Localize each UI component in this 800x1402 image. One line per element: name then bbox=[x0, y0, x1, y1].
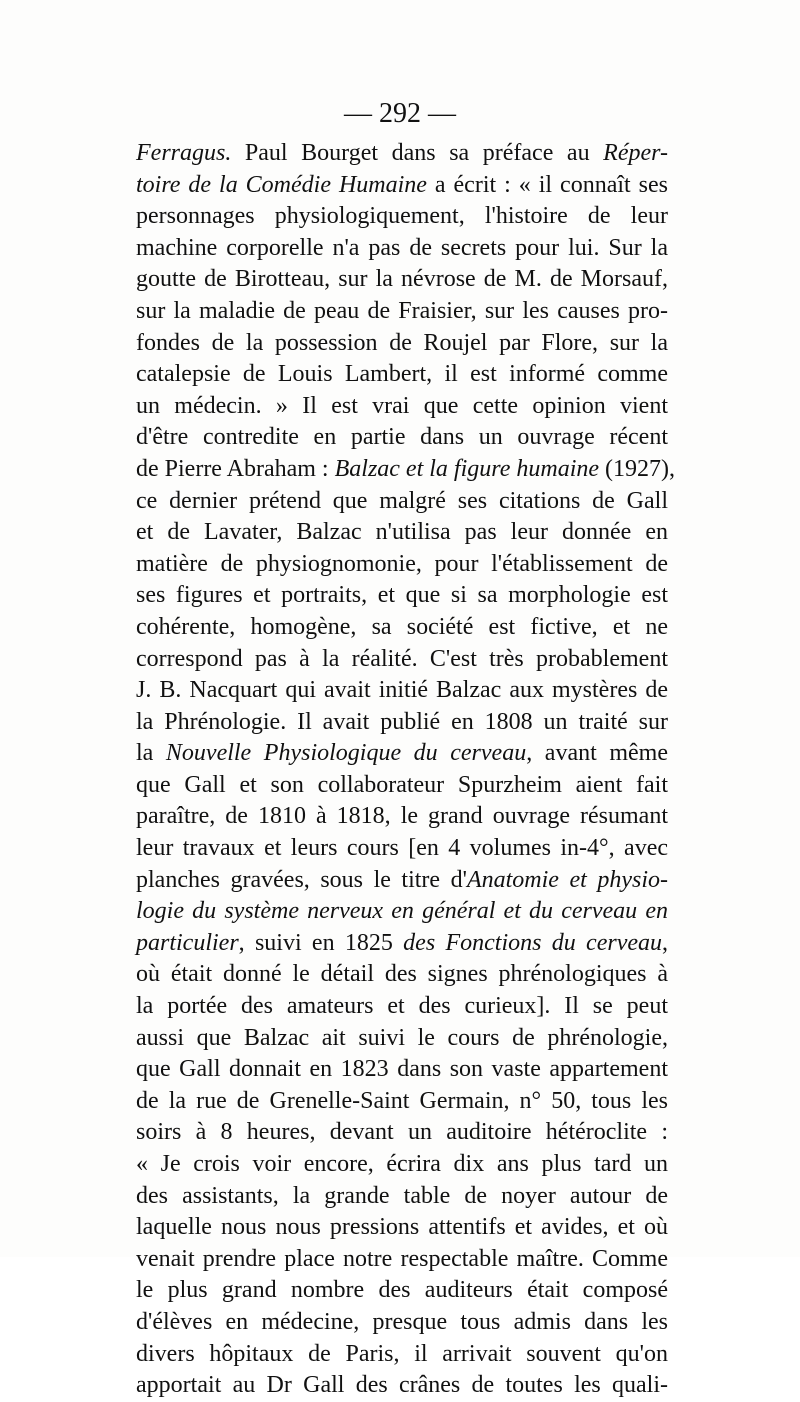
text-line bbox=[136, 612, 668, 644]
text-line bbox=[136, 865, 668, 897]
text-line bbox=[136, 359, 668, 391]
text-segment: , suivi en 1825 bbox=[238, 929, 404, 956]
text-line bbox=[136, 1307, 668, 1339]
text-segment: cohérente, homogène, sa société est fictive, et ne bbox=[136, 613, 668, 640]
text-segment: , bbox=[662, 929, 668, 956]
text-segment: planches gravées, sous le titre d' bbox=[136, 866, 467, 893]
italic-text-segment: Anatomie et physio- bbox=[466, 866, 668, 893]
italic-text-segment: toire de la Comédie Humaine bbox=[136, 171, 427, 198]
text-segment: a écrit : « il connaît ses bbox=[426, 171, 668, 198]
text-line bbox=[136, 1212, 668, 1244]
text-segment: sur la maladie de peau de Fraisier, sur les causes pro- bbox=[136, 297, 668, 324]
text-line bbox=[136, 833, 668, 865]
text-segment: « Je crois voir encore, écrira dix ans plus tard un bbox=[136, 1151, 668, 1177]
text-segment: venait prendre place notre respectable maître. Comme bbox=[136, 1245, 668, 1272]
text-segment: matière de physiognomonie, pour l'établissement de bbox=[136, 550, 668, 577]
text-line bbox=[136, 1370, 668, 1402]
text-segment: soirs à 8 heures, devant un auditoire hétéroclite : bbox=[136, 1119, 668, 1146]
text-line bbox=[136, 1086, 668, 1118]
text-segment: divers hôpitaux de Paris, il arrivait souvent qu'on bbox=[136, 1340, 668, 1367]
text-line bbox=[136, 770, 668, 802]
text-line bbox=[136, 422, 668, 454]
text-line bbox=[136, 738, 668, 770]
text-segment: Paul Bourget dans sa préface au bbox=[231, 140, 604, 166]
text-segment: d'élèves en médecine, presque tous admis dans les bbox=[136, 1308, 668, 1335]
text-segment: la Phrénologie. Il avait publié en 1808 un traité sur bbox=[136, 708, 668, 735]
text-segment: la bbox=[136, 740, 166, 767]
text-line bbox=[136, 296, 668, 328]
page-number: — 292 — bbox=[344, 98, 456, 129]
text-segment: correspond pas à la réalité. C'est très probablement bbox=[136, 645, 668, 672]
text-segment: de la rue de Grenelle-Saint Germain, n° 50, tous les bbox=[136, 1087, 668, 1114]
text-line bbox=[136, 707, 668, 739]
text-line bbox=[136, 991, 668, 1023]
text-segment: de Pierre Abraham : bbox=[136, 455, 335, 482]
text-line bbox=[136, 1181, 668, 1213]
text-segment: un médecin. » Il est vrai que cette opinion vient bbox=[136, 392, 668, 419]
text-segment: J. B. Nacquart qui avait initié Balzac aux mystères de bbox=[136, 677, 668, 704]
text-line bbox=[136, 233, 668, 265]
text-segment: fondes de la possession de Roujel par Flore, sur la bbox=[136, 329, 668, 356]
text-line bbox=[136, 928, 668, 960]
text-segment: paraître, de 1810 à 1818, le grand ouvrage résumant bbox=[136, 803, 668, 830]
text-segment: apportait au Dr Gall des crânes de toutes les quali- bbox=[136, 1372, 668, 1399]
text-line bbox=[136, 1117, 668, 1149]
italic-text-segment: logie du système nerveux en général et du cerveau en bbox=[136, 898, 668, 925]
italic-text-segment: Balzac et la figure humaine bbox=[334, 455, 600, 482]
text-line bbox=[136, 391, 668, 423]
text-line bbox=[136, 486, 668, 518]
text-line bbox=[136, 675, 668, 707]
text-line bbox=[136, 1054, 668, 1086]
italic-text-segment: des Fonctions du cerveau bbox=[403, 929, 662, 956]
text-segment: machine corporelle n'a pas de secrets pour lui. Sur la bbox=[136, 234, 668, 261]
text-segment: où était donné le détail des signes phrénologiques à bbox=[136, 961, 668, 988]
text-line bbox=[136, 644, 668, 676]
text-line bbox=[136, 138, 668, 170]
text-segment: goutte de Birotteau, sur la névrose de M. de Morsauf, bbox=[136, 266, 668, 293]
text-segment: que Gall donnait en 1823 dans son vaste appartement bbox=[136, 1056, 668, 1083]
text-segment: d'être contredite en partie dans un ouvrage récent bbox=[136, 424, 668, 451]
text-segment: , avant même bbox=[526, 740, 668, 767]
italic-text-segment: particulier bbox=[136, 929, 239, 956]
text-line bbox=[136, 1275, 668, 1307]
italic-text-segment: Ferragus. bbox=[136, 140, 232, 166]
text-line bbox=[136, 1339, 668, 1371]
italic-text-segment: Réper- bbox=[603, 140, 668, 166]
text-line bbox=[136, 959, 668, 991]
text-segment: catalepsie de Louis Lambert, il est informé comme bbox=[136, 361, 668, 388]
text-segment: laquelle nous nous pressions attentifs et avides, et où bbox=[136, 1214, 668, 1241]
text-line bbox=[136, 801, 668, 833]
text-segment: la portée des amateurs et des curieux]. Il se peut bbox=[136, 993, 668, 1020]
text-segment: (1927), bbox=[599, 455, 675, 482]
text-line bbox=[136, 170, 668, 202]
text-line bbox=[136, 328, 668, 360]
text-line bbox=[136, 1244, 668, 1276]
text-segment: des assistants, la grande table de noyer autour de bbox=[136, 1182, 668, 1209]
text-segment: leur travaux et leurs cours [en 4 volumes in-4°, avec bbox=[136, 835, 668, 862]
text-segment: ses figures et portraits, et que si sa morphologie est bbox=[136, 582, 668, 609]
text-line bbox=[136, 517, 668, 549]
text-line bbox=[136, 454, 675, 486]
text-line bbox=[136, 549, 668, 581]
italic-text-segment: Nouvelle Physiologique du cerveau bbox=[165, 740, 527, 767]
text-line bbox=[136, 1023, 668, 1055]
text-line bbox=[136, 580, 668, 612]
text-segment: personnages physiologiquement, l'histoire de leur bbox=[136, 203, 668, 230]
text-segment: et de Lavater, Balzac n'utilisa pas leur donnée en bbox=[136, 519, 668, 546]
text-segment: le plus grand nombre des auditeurs était composé bbox=[136, 1277, 668, 1304]
text-line bbox=[136, 201, 668, 233]
text-line bbox=[136, 896, 668, 928]
text-line bbox=[136, 1149, 668, 1181]
text-segment: aussi que Balzac ait suivi le cours de phrénologie, bbox=[136, 1024, 668, 1051]
text-segment: ce dernier prétend que malgré ses citations de Gall bbox=[136, 487, 668, 514]
body-text bbox=[136, 138, 675, 1402]
text-line bbox=[136, 264, 668, 296]
text-segment: que Gall et son collaborateur Spurzheim aient fait bbox=[136, 771, 668, 798]
